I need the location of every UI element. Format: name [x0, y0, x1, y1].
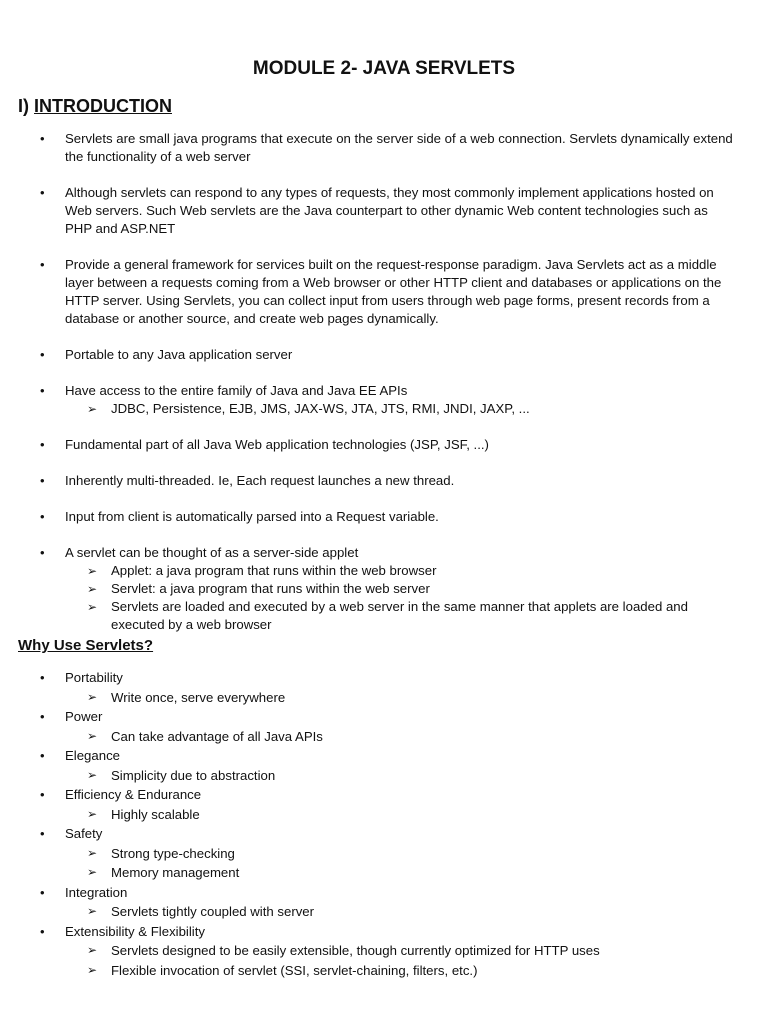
- why-bullet-item: [0, 668, 768, 707]
- intro-bullet-item: [0, 256, 768, 328]
- sub-bullet-item: [65, 902, 738, 922]
- bullet-text: Portability: [65, 670, 123, 685]
- bullet-dot-icon: •: [40, 787, 45, 802]
- arrow-bullet-icon: ➢: [87, 767, 98, 782]
- sub-bullet-item: [65, 580, 738, 598]
- arrow-bullet-icon: ➢: [87, 564, 98, 578]
- arrow-bullet-icon: ➢: [87, 689, 98, 704]
- sub-bullet-list: [65, 400, 738, 418]
- bullet-dot-icon: •: [40, 748, 45, 763]
- sub-bullet-item: [65, 400, 738, 418]
- document-title: MODULE 2- JAVA SERVLETS: [252, 58, 516, 79]
- arrow-bullet-icon: ➢: [87, 962, 98, 977]
- sub-bullet-text: Applet: a java program that runs within the web browser: [111, 563, 437, 578]
- why-bullet-item: [0, 707, 768, 746]
- sub-bullet-text: Simplicity due to abstraction: [111, 767, 276, 783]
- intro-bullet-item: [0, 544, 768, 634]
- arrow-bullet-icon: ➢: [87, 806, 98, 821]
- sub-bullet-text: Servlets are loaded and executed by a web server in the same manner that applets are loaded and executed by a web browser: [111, 599, 688, 632]
- sub-bullet-list: [65, 844, 738, 883]
- bullet-text: Integration: [65, 884, 128, 900]
- intro-bullet-item: [0, 508, 768, 526]
- bullet-dot-icon: •: [40, 437, 45, 452]
- bullet-text: Safety: [65, 826, 103, 841]
- intro-bullet-item: [0, 382, 768, 418]
- arrow-bullet-icon: ➢: [87, 402, 98, 416]
- bullet-dot-icon: •: [40, 473, 45, 488]
- arrow-bullet-icon: ➢: [87, 600, 98, 614]
- arrow-bullet-icon: ➢: [87, 728, 98, 743]
- why-bullet-item: [0, 922, 768, 981]
- bullet-text: Efficiency & Endurance: [65, 787, 202, 802]
- why-use-servlets-list: [0, 668, 768, 980]
- arrow-bullet-icon: ➢: [87, 904, 98, 918]
- intro-bullet-item: [0, 130, 768, 166]
- bullet-dot-icon: •: [40, 383, 45, 398]
- bullet-text: Provide a general framework for services built on the request-response paradigm. Java Servlets act as a middle layer between a requests coming from a Web browser or other HTTP client and databases or applications on the HTTP server. Using Servlets, you can collect input from users through web page forms, present records from a database or another source, and create web pages dynamically.: [65, 257, 722, 326]
- section-number: I): [18, 96, 34, 116]
- bullet-text: Servlets are small java programs that execute on the server side of a web connection. Servlets dynamically extend the functionality of a web server: [65, 131, 733, 164]
- why-use-servlets-heading: Why Use Servlets?: [18, 637, 154, 654]
- arrow-bullet-icon: ➢: [87, 845, 98, 860]
- sub-bullet-item: [65, 598, 738, 634]
- bullet-dot-icon: •: [40, 545, 45, 560]
- sub-bullet-text: Servlets tightly coupled with server: [111, 904, 315, 919]
- sub-bullet-item: [65, 805, 738, 825]
- sub-bullet-item: [65, 844, 738, 864]
- sub-bullet-text: Servlet: a java program that runs within the web server: [111, 581, 430, 596]
- why-bullet-item: [0, 785, 768, 824]
- bullet-text: A servlet can be thought of as a server-side applet: [65, 545, 359, 560]
- intro-bullet-item: [0, 472, 768, 490]
- sub-bullet-list: [65, 562, 738, 634]
- bullet-text: Inherently multi-threaded. Ie, Each request launches a new thread.: [65, 473, 455, 488]
- bullet-text: Although servlets can respond to any types of requests, they most commonly implement applications hosted on Web servers. Such Web servlets are the Java counterpart to other dynamic Web content technologies such as PHP and ASP.NET: [65, 185, 714, 236]
- sub-bullet-text: Memory management: [111, 865, 240, 880]
- bullet-text: Fundamental part of all Java Web application technologies (JSP, JSF, ...): [65, 437, 489, 452]
- arrow-bullet-icon: ➢: [87, 943, 98, 957]
- sub-bullet-list: [65, 766, 738, 786]
- bullet-dot-icon: •: [40, 257, 45, 272]
- sub-bullet-item: [65, 727, 738, 747]
- why-bullet-item: [0, 883, 768, 922]
- sub-bullet-list: [65, 688, 738, 708]
- sub-bullet-list: [65, 902, 738, 922]
- bullet-text: Input from client is automatically parsed into a Request variable.: [65, 509, 439, 524]
- sub-bullet-item: [65, 863, 738, 883]
- introduction-bullet-list: [0, 130, 768, 652]
- intro-bullet-item: [0, 436, 768, 454]
- bullet-dot-icon: •: [40, 509, 45, 524]
- bullet-dot-icon: •: [40, 826, 45, 841]
- bullet-dot-icon: •: [40, 884, 45, 900]
- bullet-text: Extensibility & Flexibility: [65, 923, 205, 939]
- sub-bullet-text: Write once, serve everywhere: [111, 689, 286, 705]
- sub-bullet-text: JDBC, Persistence, EJB, JMS, JAX-WS, JTA, JTS, RMI, JNDI, JAXP, ...: [111, 401, 530, 416]
- bullet-text: Portable to any Java application server: [65, 347, 293, 362]
- why-bullet-item: [0, 824, 768, 883]
- bullet-text: Power: [65, 709, 103, 724]
- sub-bullet-text: Highly scalable: [111, 806, 200, 822]
- sub-bullet-text: Can take advantage of all Java APIs: [111, 728, 323, 744]
- arrow-bullet-icon: ➢: [87, 865, 98, 879]
- intro-bullet-item: [0, 346, 768, 364]
- arrow-bullet-icon: ➢: [87, 582, 98, 596]
- bullet-dot-icon: •: [40, 131, 45, 146]
- sub-bullet-item: [65, 562, 738, 580]
- sub-bullet-item: [65, 688, 738, 708]
- sub-bullet-text: Servlets designed to be easily extensible, though currently optimized for HTTP uses: [111, 943, 600, 958]
- sub-bullet-item: [65, 941, 738, 961]
- sub-bullet-list: [65, 805, 738, 825]
- sub-bullet-text: Strong type-checking: [111, 845, 235, 861]
- bullet-text: Elegance: [65, 748, 120, 763]
- sub-bullet-item: [65, 961, 738, 981]
- sub-bullet-text: Flexible invocation of servlet (SSI, servlet-chaining, filters, etc.): [111, 962, 478, 978]
- bullet-dot-icon: •: [40, 709, 45, 724]
- bullet-dot-icon: •: [40, 185, 45, 200]
- section-title: INTRODUCTION: [34, 96, 172, 116]
- sub-bullet-item: [65, 766, 738, 786]
- bullet-text: Have access to the entire family of Java and Java EE APIs: [65, 383, 408, 398]
- intro-bullet-item: [0, 184, 768, 238]
- section-heading-introduction: [18, 96, 172, 117]
- bullet-dot-icon: •: [40, 347, 45, 362]
- bullet-dot-icon: •: [40, 670, 45, 685]
- sub-bullet-list: [65, 727, 738, 747]
- sub-bullet-list: [65, 941, 738, 980]
- bullet-dot-icon: •: [40, 923, 45, 939]
- why-bullet-item: [0, 746, 768, 785]
